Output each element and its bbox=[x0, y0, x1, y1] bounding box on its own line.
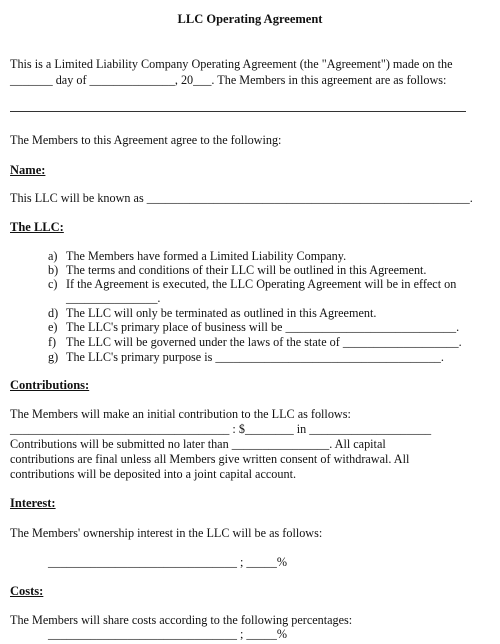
list-text: The LLC will be governed under the laws of the state of ___________________. bbox=[66, 335, 462, 349]
contributions-heading: Contributions: bbox=[10, 378, 90, 392]
list-item bbox=[48, 350, 444, 364]
list-item bbox=[48, 277, 456, 291]
list-item bbox=[48, 306, 376, 320]
list-text: The LLC will only be terminated as outlined in this Agreement. bbox=[66, 306, 377, 320]
list-marker: e) bbox=[48, 320, 58, 334]
interest-text: The Members' ownership interest in the LLC will be as follows: bbox=[10, 526, 323, 540]
list-text: The Members have formed a Limited Liability Company. bbox=[66, 249, 347, 263]
list-item bbox=[48, 249, 346, 263]
list-text: The terms and conditions of their LLC will be outlined in this Agreement. bbox=[66, 263, 427, 277]
contributions-intro: The Members will make an initial contribution to the LLC as follows: bbox=[10, 407, 351, 421]
intro-line-2: _______ day of ______________, 20___. The Members in this agreement are as follows: bbox=[10, 73, 447, 87]
list-marker: g) bbox=[48, 350, 59, 364]
name-heading: Name: bbox=[10, 163, 46, 177]
list-text: _______________. bbox=[66, 291, 161, 305]
contributions-line-3: contributions are final unless all Members give written consent of withdrawal. All bbox=[10, 452, 410, 466]
list-item bbox=[48, 291, 160, 305]
members-blank-line bbox=[10, 111, 466, 112]
list-text: The LLC's primary purpose is _____________________________________. bbox=[66, 350, 444, 364]
list-marker: c) bbox=[48, 277, 58, 291]
interest-line: _______________________________ ; _____% bbox=[48, 555, 288, 569]
list-item bbox=[48, 263, 426, 277]
name-text: This LLC will be known as _____________________________________________________. bbox=[10, 191, 473, 205]
contributions-line-1: ____________________________________ : $________ in ____________________ bbox=[10, 422, 432, 436]
document-title: LLC Operating Agreement bbox=[177, 12, 323, 26]
llc-heading: The LLC: bbox=[10, 220, 64, 234]
list-marker: d) bbox=[48, 306, 59, 320]
contributions-line-2: Contributions will be submitted no later than ________________. All capital bbox=[10, 437, 386, 451]
costs-heading: Costs: bbox=[10, 584, 44, 598]
costs-line: _______________________________ ; _____% bbox=[48, 627, 288, 641]
list-text: If the Agreement is executed, the LLC Operating Agreement will be in effect on bbox=[66, 277, 457, 291]
agree-text: The Members to this Agreement agree to the following: bbox=[10, 133, 282, 147]
interest-heading: Interest: bbox=[10, 496, 56, 510]
list-item bbox=[48, 335, 462, 349]
list-marker: b) bbox=[48, 263, 59, 277]
contributions-line-4: contributions will be deposited into a joint capital account. bbox=[10, 467, 297, 481]
costs-text: The Members will share costs according to the following percentages: bbox=[10, 613, 353, 627]
intro-line-1: This is a Limited Liability Company Operating Agreement (the "Agreement") made on the bbox=[10, 57, 453, 71]
list-item bbox=[48, 320, 459, 334]
list-marker: a) bbox=[48, 249, 58, 263]
list-marker: f) bbox=[48, 335, 57, 349]
list-text: The LLC's primary place of business will be ____________________________. bbox=[66, 320, 460, 334]
